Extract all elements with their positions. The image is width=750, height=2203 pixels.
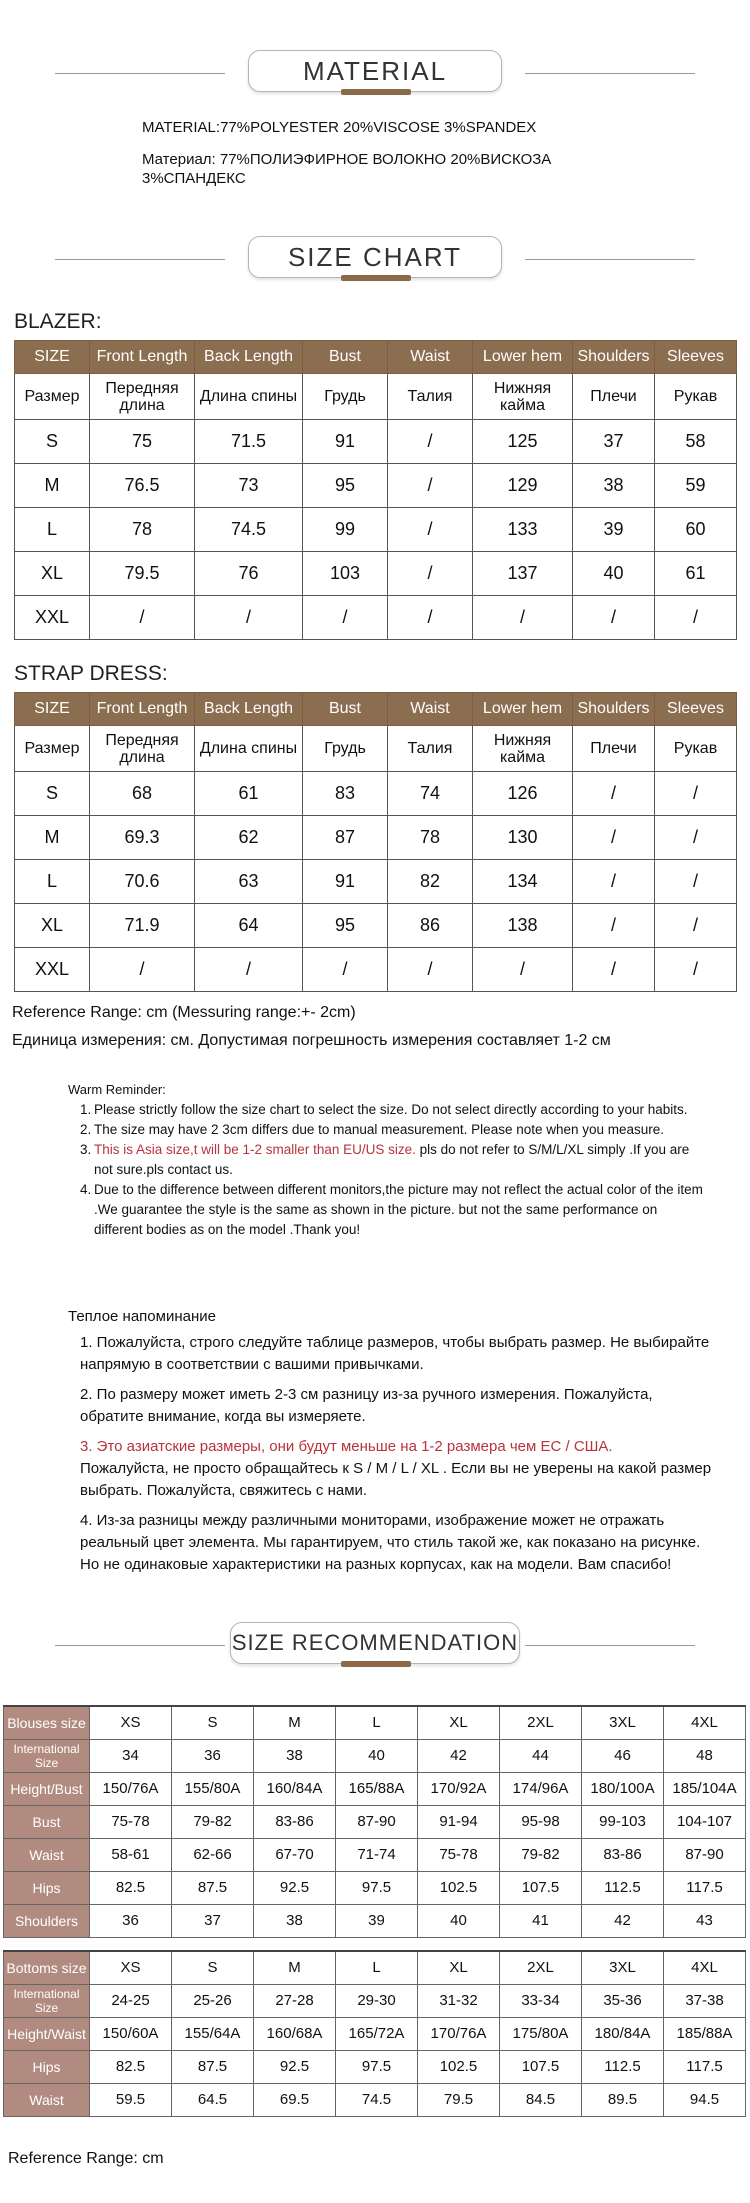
table-cell: 3XL xyxy=(582,1951,664,1984)
table-cell: 67-70 xyxy=(254,1838,336,1871)
row-label: Hips xyxy=(4,1871,90,1904)
table-cell: / xyxy=(473,596,573,640)
row-label: Waist xyxy=(4,1838,90,1871)
reminder-number: 2. xyxy=(80,1122,92,1137)
row-label: Height/Waist xyxy=(4,2017,90,2050)
table-cell: 174/96A xyxy=(500,1772,582,1805)
reminder-ru-3-warning: 3. Это азиатские размеры, они будут меньше на 1-2 размера чем ЕС / США. xyxy=(80,1438,613,1455)
table-cell: Размер xyxy=(15,726,90,772)
row-label: Height/Bust xyxy=(4,1772,90,1805)
table-cell: 95-98 xyxy=(500,1805,582,1838)
table-cell: 74 xyxy=(388,772,473,816)
table-cell: XL xyxy=(15,904,90,948)
table-cell: 38 xyxy=(254,1739,336,1772)
table-cell: Нижняя кайма xyxy=(473,726,573,772)
table-cell: 91 xyxy=(303,860,388,904)
table-cell: 58 xyxy=(655,420,737,464)
table-row xyxy=(4,1739,746,1772)
reference-range-ru: Единица измерения: см. Допустимая погрешность измерения составляет 1-2 см xyxy=(12,1032,611,1049)
table-cell: 137 xyxy=(473,552,573,596)
table-cell: 89.5 xyxy=(582,2083,664,2116)
table-cell: 170/76A xyxy=(418,2017,500,2050)
table-cell: 92.5 xyxy=(254,2050,336,2083)
table-cell: 61 xyxy=(655,552,737,596)
table-cell: Shoulders xyxy=(573,693,655,726)
table-cell: XL xyxy=(15,552,90,596)
table-cell: / xyxy=(388,596,473,640)
bottom-reference-range: Reference Range: cm xyxy=(8,2150,164,2167)
table-cell: 97.5 xyxy=(336,1871,418,1904)
table-cell: 73 xyxy=(195,464,303,508)
table-cell: 165/88A xyxy=(336,1772,418,1805)
table-cell: 64 xyxy=(195,904,303,948)
table-cell: 4XL xyxy=(664,1706,746,1739)
warm-reminder-ru-title: Теплое напоминание xyxy=(68,1308,216,1325)
table-cell: Размер xyxy=(15,374,90,420)
table-cell: S xyxy=(15,772,90,816)
table-cell: 160/84A xyxy=(254,1772,336,1805)
table-cell: Нижняя кайма xyxy=(473,374,573,420)
table-cell: / xyxy=(90,948,195,992)
table-cell: 102.5 xyxy=(418,1871,500,1904)
table-header-row xyxy=(15,341,737,374)
table-cell: 36 xyxy=(90,1904,172,1937)
table-cell: 62-66 xyxy=(172,1838,254,1871)
table-cell: 68 xyxy=(90,772,195,816)
reminder-item xyxy=(80,1180,708,1240)
table-cell: 76 xyxy=(195,552,303,596)
table-cell: 99 xyxy=(303,508,388,552)
table-cell: / xyxy=(655,904,737,948)
table-cell: 160/68A xyxy=(254,2017,336,2050)
material-section-header xyxy=(0,50,750,96)
table-cell: 117.5 xyxy=(664,1871,746,1904)
size-chart-section-header xyxy=(0,236,750,282)
table-cell: 180/100A xyxy=(582,1772,664,1805)
table-cell: SIZE xyxy=(15,693,90,726)
reminder-ru-4: 4. Из-за разницы между различными мониторами, изображение может не отражать реальный цвет элемента. Мы гарантируем, что стиль такой же, как показано на рисунке. Но не одинаковые характеристики на разных корпусах, как на модели. Вам спасибо! xyxy=(80,1512,701,1573)
row-label: International Size xyxy=(4,1739,90,1772)
table-cell: 29-30 xyxy=(336,1984,418,2017)
size-recommendation-title: SIZE RECOMMENDATION xyxy=(230,1622,520,1664)
table-row xyxy=(4,2017,746,2050)
table-cell: XXL xyxy=(15,596,90,640)
table-cell: XL xyxy=(418,1706,500,1739)
table-header-row xyxy=(15,693,737,726)
table-cell: Талия xyxy=(388,374,473,420)
table-cell: Front Length xyxy=(90,341,195,374)
table-cell: M xyxy=(254,1706,336,1739)
table-cell: 99-103 xyxy=(582,1805,664,1838)
table-cell: Bust xyxy=(303,693,388,726)
table-cell: 87-90 xyxy=(664,1838,746,1871)
table-cell: 155/64A xyxy=(172,2017,254,2050)
table-header-ru-row xyxy=(15,726,737,772)
table-cell: Передняя длина xyxy=(90,374,195,420)
blouses-size-table xyxy=(3,1705,746,1938)
table-cell: 75 xyxy=(90,420,195,464)
table-cell: 76.5 xyxy=(90,464,195,508)
reminder-text: Due to the difference between different monitors,the picture may not reflect the actual color of the item .We guarantee the style is the same as shown in the picture. but not the same performance on different bodies as on the model .Thank you! xyxy=(94,1182,703,1237)
table-cell: L xyxy=(336,1706,418,1739)
size-chart-title: SIZE CHART xyxy=(248,236,502,278)
table-cell: 97.5 xyxy=(336,2050,418,2083)
table-cell: 79-82 xyxy=(500,1838,582,1871)
table-cell: 43 xyxy=(664,1904,746,1937)
table-cell: M xyxy=(15,464,90,508)
table-cell: 82.5 xyxy=(90,2050,172,2083)
table-cell: S xyxy=(15,420,90,464)
table-cell: Рукав xyxy=(655,374,737,420)
table-cell: 24-25 xyxy=(90,1984,172,2017)
table-cell: Талия xyxy=(388,726,473,772)
table-cell: 38 xyxy=(254,1904,336,1937)
table-cell: 83-86 xyxy=(582,1838,664,1871)
table-cell: / xyxy=(655,772,737,816)
table-cell: Плечи xyxy=(573,726,655,772)
table-cell: 133 xyxy=(473,508,573,552)
reminder-text: Please strictly follow the size chart to select the size. Do not select directly according to your habits. xyxy=(94,1102,688,1117)
table-cell: / xyxy=(573,948,655,992)
table-row xyxy=(4,1871,746,1904)
table-cell: 84.5 xyxy=(500,2083,582,2116)
table-cell: 35-36 xyxy=(582,1984,664,2017)
table-cell: 83 xyxy=(303,772,388,816)
table-cell: 125 xyxy=(473,420,573,464)
table-cell: 61 xyxy=(195,772,303,816)
reference-range: Reference Range: cm (Messuring range:+- 2cm) xyxy=(12,1004,356,1021)
table-cell: 79.5 xyxy=(90,552,195,596)
table-cell: 74.5 xyxy=(195,508,303,552)
table-cell: 71-74 xyxy=(336,1838,418,1871)
table-cell: / xyxy=(388,464,473,508)
table-cell: 46 xyxy=(582,1739,664,1772)
blazer-size-table xyxy=(14,340,737,640)
table-cell: 112.5 xyxy=(582,2050,664,2083)
table-cell: XL xyxy=(418,1951,500,1984)
table-cell: / xyxy=(573,596,655,640)
reminder-ru-1: 1. Пожалуйста, строго следуйте таблице размеров, чтобы выбрать размер. Не выбирайте напрямую в соответствии с вашими привычками. xyxy=(80,1334,710,1373)
table-cell: 42 xyxy=(582,1904,664,1937)
reminder-text: The size may have 2 3cm differs due to manual measurement. Please note when you measure. xyxy=(94,1122,665,1137)
table-cell: 74.5 xyxy=(336,2083,418,2116)
table-row xyxy=(15,948,737,992)
table-row xyxy=(15,904,737,948)
table-cell: / xyxy=(195,948,303,992)
strap-dress-size-table xyxy=(14,692,737,992)
table-cell: 59.5 xyxy=(90,2083,172,2116)
table-cell: 69.3 xyxy=(90,816,195,860)
table-cell: 107.5 xyxy=(500,1871,582,1904)
table-row xyxy=(15,816,737,860)
table-cell: Lower hem xyxy=(473,693,573,726)
table-cell: 40 xyxy=(418,1904,500,1937)
table-cell: 130 xyxy=(473,816,573,860)
table-row xyxy=(4,1904,746,1937)
table-cell: 126 xyxy=(473,772,573,816)
table-cell: Рукав xyxy=(655,726,737,772)
table-cell: 138 xyxy=(473,904,573,948)
table-cell: 92.5 xyxy=(254,1871,336,1904)
table-cell: 134 xyxy=(473,860,573,904)
reminder-number: 3. xyxy=(80,1142,92,1157)
table-cell: / xyxy=(655,596,737,640)
strap-dress-title: STRAP DRESS: xyxy=(14,662,168,685)
table-cell: 37 xyxy=(573,420,655,464)
table-cell: 79.5 xyxy=(418,2083,500,2116)
table-cell: 48 xyxy=(664,1739,746,1772)
bottoms-size-table xyxy=(3,1950,746,2117)
table-cell: 83-86 xyxy=(254,1805,336,1838)
table-cell: 91 xyxy=(303,420,388,464)
table-cell: Lower hem xyxy=(473,341,573,374)
table-cell: 62 xyxy=(195,816,303,860)
table-cell: 107.5 xyxy=(500,2050,582,2083)
table-row xyxy=(15,772,737,816)
table-cell: SIZE xyxy=(15,341,90,374)
table-row xyxy=(4,1805,746,1838)
table-cell: 39 xyxy=(573,508,655,552)
material-title: MATERIAL xyxy=(248,50,502,92)
table-cell: / xyxy=(388,552,473,596)
table-cell: 37 xyxy=(172,1904,254,1937)
table-cell: / xyxy=(573,904,655,948)
table-cell: Sleeves xyxy=(655,693,737,726)
reminder-ru-3 xyxy=(80,1436,718,1502)
table-cell: 58-61 xyxy=(90,1838,172,1871)
table-cell: 170/92A xyxy=(418,1772,500,1805)
table-cell: Передняя длина xyxy=(90,726,195,772)
warm-reminder-title: Warm Reminder: xyxy=(68,1082,166,1097)
table-cell: 95 xyxy=(303,904,388,948)
table-row xyxy=(4,2083,746,2116)
table-cell: Front Length xyxy=(90,693,195,726)
table-cell: 33-34 xyxy=(500,1984,582,2017)
table-cell: 78 xyxy=(388,816,473,860)
table-cell: 103 xyxy=(303,552,388,596)
table-cell: L xyxy=(15,508,90,552)
reminder-item xyxy=(80,1140,708,1180)
table-cell: 40 xyxy=(336,1739,418,1772)
reminder-ru-2: 2. По размеру может иметь 2-3 см разницу из-за ручного измерения. Пожалуйста, обратите внимание, когда вы измеряете. xyxy=(80,1386,653,1425)
warm-reminder xyxy=(68,1080,708,1240)
reminder-warning: This is Asia size,t will be 1-2 smaller than EU/US size. xyxy=(94,1142,416,1157)
table-cell: Waist xyxy=(388,693,473,726)
table-cell: 38 xyxy=(573,464,655,508)
table-cell: / xyxy=(195,596,303,640)
table-cell: / xyxy=(655,816,737,860)
table-cell: / xyxy=(388,948,473,992)
table-cell: Грудь xyxy=(303,726,388,772)
table-cell: 64.5 xyxy=(172,2083,254,2116)
table-cell: / xyxy=(473,948,573,992)
row-label: Shoulders xyxy=(4,1904,90,1937)
material-ru: Материал: 77%ПОЛИЭФИРНОЕ ВОЛОКНО 20%ВИСКОЗА 3%СПАНДЕКС xyxy=(142,151,552,187)
table-cell: / xyxy=(655,860,737,904)
table-cell: 95 xyxy=(303,464,388,508)
table-cell: 75-78 xyxy=(418,1838,500,1871)
reminder-text: pls do not refer to S/M/L/XL simply .If you are not sure.pls contact us. xyxy=(94,1142,690,1177)
reminder-item xyxy=(80,1120,708,1140)
table-cell: S xyxy=(172,1706,254,1739)
row-label: International Size xyxy=(4,1984,90,2017)
reminder-item xyxy=(80,1100,708,1120)
table-row xyxy=(15,552,737,596)
table-cell: 44 xyxy=(500,1739,582,1772)
table-cell: L xyxy=(15,860,90,904)
table-cell: 75-78 xyxy=(90,1805,172,1838)
table-cell: 82 xyxy=(388,860,473,904)
table-row xyxy=(4,1951,746,1984)
table-cell: Плечи xyxy=(573,374,655,420)
table-cell: Back Length xyxy=(195,693,303,726)
table-cell: 2XL xyxy=(500,1706,582,1739)
table-cell: XXL xyxy=(15,948,90,992)
table-header-ru-row xyxy=(15,374,737,420)
table-cell: 87-90 xyxy=(336,1805,418,1838)
blazer-title: BLAZER: xyxy=(14,310,102,333)
row-label: Bottoms size xyxy=(4,1951,90,1984)
table-cell: / xyxy=(573,772,655,816)
table-cell: Bust xyxy=(303,341,388,374)
table-cell: 112.5 xyxy=(582,1871,664,1904)
table-cell: 165/72A xyxy=(336,2017,418,2050)
table-row xyxy=(4,1772,746,1805)
table-cell: M xyxy=(254,1951,336,1984)
table-cell: 86 xyxy=(388,904,473,948)
table-cell: 70.6 xyxy=(90,860,195,904)
table-cell: Shoulders xyxy=(573,341,655,374)
table-cell: 36 xyxy=(172,1739,254,1772)
table-cell: 87 xyxy=(303,816,388,860)
table-cell: Waist xyxy=(388,341,473,374)
row-label: Blouses size xyxy=(4,1706,90,1739)
table-cell: Back Length xyxy=(195,341,303,374)
table-cell: 79-82 xyxy=(172,1805,254,1838)
table-cell: 82.5 xyxy=(90,1871,172,1904)
table-cell: M xyxy=(15,816,90,860)
table-cell: / xyxy=(655,948,737,992)
table-cell: L xyxy=(336,1951,418,1984)
warm-reminder-ru xyxy=(68,1306,718,1584)
row-label: Waist xyxy=(4,2083,90,2116)
table-cell: 25-26 xyxy=(172,1984,254,2017)
table-cell: 59 xyxy=(655,464,737,508)
table-cell: 4XL xyxy=(664,1951,746,1984)
table-cell: 71.5 xyxy=(195,420,303,464)
table-cell: / xyxy=(573,816,655,860)
table-row xyxy=(15,420,737,464)
table-cell: 2XL xyxy=(500,1951,582,1984)
table-cell: 40 xyxy=(573,552,655,596)
table-row xyxy=(15,596,737,640)
row-label: Hips xyxy=(4,2050,90,2083)
table-cell: 185/104A xyxy=(664,1772,746,1805)
table-row xyxy=(4,2050,746,2083)
table-row xyxy=(4,1706,746,1739)
table-cell: 94.5 xyxy=(664,2083,746,2116)
table-cell: Длина спины xyxy=(195,374,303,420)
table-cell: 91-94 xyxy=(418,1805,500,1838)
table-cell: 155/80A xyxy=(172,1772,254,1805)
table-cell: 180/84A xyxy=(582,2017,664,2050)
table-cell: / xyxy=(303,596,388,640)
reminder-number: 1. xyxy=(80,1102,92,1117)
table-cell: 150/76A xyxy=(90,1772,172,1805)
row-label: Bust xyxy=(4,1805,90,1838)
table-cell: 69.5 xyxy=(254,2083,336,2116)
table-cell: 34 xyxy=(90,1739,172,1772)
table-cell: 71.9 xyxy=(90,904,195,948)
table-cell: 129 xyxy=(473,464,573,508)
material-en: MATERIAL:77%POLYESTER 20%VISCOSE 3%SPANDEX xyxy=(142,119,537,136)
table-cell: Длина спины xyxy=(195,726,303,772)
table-cell: / xyxy=(388,508,473,552)
table-cell: 87.5 xyxy=(172,1871,254,1904)
table-cell: 63 xyxy=(195,860,303,904)
table-cell: 41 xyxy=(500,1904,582,1937)
table-row xyxy=(15,508,737,552)
table-cell: 117.5 xyxy=(664,2050,746,2083)
table-cell: 39 xyxy=(336,1904,418,1937)
table-cell: / xyxy=(303,948,388,992)
table-cell: Sleeves xyxy=(655,341,737,374)
table-cell: 102.5 xyxy=(418,2050,500,2083)
table-cell: 3XL xyxy=(582,1706,664,1739)
table-cell: 175/80A xyxy=(500,2017,582,2050)
table-cell: XS xyxy=(90,1951,172,1984)
table-cell: 104-107 xyxy=(664,1805,746,1838)
table-cell: 87.5 xyxy=(172,2050,254,2083)
table-row xyxy=(15,860,737,904)
table-cell: / xyxy=(388,420,473,464)
table-cell: 60 xyxy=(655,508,737,552)
table-cell: 78 xyxy=(90,508,195,552)
table-cell: 185/88A xyxy=(664,2017,746,2050)
table-cell: 42 xyxy=(418,1739,500,1772)
table-cell: 27-28 xyxy=(254,1984,336,2017)
table-row xyxy=(4,1984,746,2017)
reminder-ru-3-text: Пожалуйста, не просто обращайтесь к S / M / L / XL . Если вы не уверены на какой размер выбрать. Пожалуйста, свяжитесь с нами. xyxy=(80,1460,712,1499)
table-cell: 37-38 xyxy=(664,1984,746,2017)
table-cell: Грудь xyxy=(303,374,388,420)
table-cell: / xyxy=(573,860,655,904)
table-cell: 150/60A xyxy=(90,2017,172,2050)
table-cell: S xyxy=(172,1951,254,1984)
table-row xyxy=(15,464,737,508)
size-recommendation-header xyxy=(0,1622,750,1668)
table-cell: 31-32 xyxy=(418,1984,500,2017)
table-cell: / xyxy=(90,596,195,640)
reminder-number: 4. xyxy=(80,1182,92,1197)
table-row xyxy=(4,1838,746,1871)
table-cell: XS xyxy=(90,1706,172,1739)
